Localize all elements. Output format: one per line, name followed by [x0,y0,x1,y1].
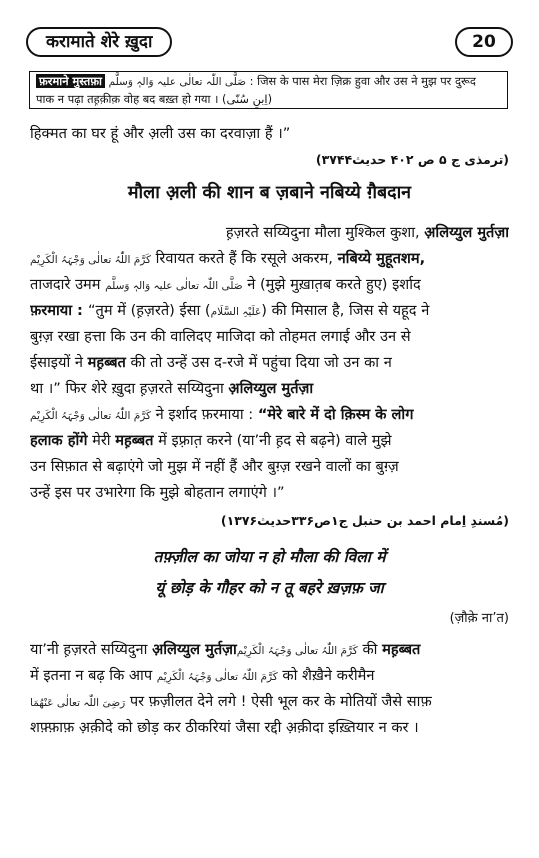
page-number: 20 [455,27,513,57]
para2-line-3: ताजदारे उमम صَلَّی اللّٰہ تعالٰی علیہ وَالہٖ وَسلَّم ने (मुझे मुख़ात़ब करते हुए) इर्शाद [30,276,421,293]
farmaan-box [29,71,508,109]
para2-line-8: کَرَّمَ اللّٰہُ تعالٰی وَجْہَہُ الْکَرِیْم ने इर्शाद फ़रमाया : “मेरे बारे में दो क़िस्म के लोग [30,406,414,423]
couplet-line-1: तफ़्ज़ील का जोया न हो मौला की विला में [153,548,386,566]
farmaan-text-2: पाक न पढ़ा तह़क़ीक़ वोह बद बख़्त हो गया । (اِبنِ سُنّی) [36,92,273,106]
para2-line-9: हलाक होंगे मेरी मह़ब्बत में इफ़्रात़ करने (या’नी ह़द से बढ़ने) वाले मुझे [30,432,392,449]
para2-line-7: था ।” फिर शेरे ख़ुदा ह़ज़रते सय्यिदुना अ़लिय्युल मुर्तज़ा [30,380,314,397]
para3-line-4: शफ़्फ़ाफ़ अ़क़ीदे को छोड़ कर ठीकरियां जैसा रद्दी अ़क़ीदा इख़्तियार न कर । [30,719,419,736]
para2-line-10: उन सिफ़ात से बढ़ाएंगे जो मुझ में नहीं हैं और बुग़्ज़ रखने वालों का बुग़्ज़ [30,458,399,475]
para2-line-5: बुग़्ज़ रखा हत्ता कि उन की वालिदए माजिदा को तोहमत लगाई और उन से [30,328,411,345]
para2-line-4: फ़रमाया : “तुम में (ह़ज़रते) ईसा (عَلَیْہِ السَّلَام) की मिसाल है, जिस से यहूद ने [30,302,430,319]
salla-phrase: صَلَّی اللّٰہ تعالٰی علیہ وَالہٖ وَسلَّم [108,76,247,88]
para2-line-1: ह़ज़रते सय्यिदुना मौला मुश्किल कुशा, अ़लिय्युल मुर्तज़ा [225,224,509,241]
para2-line-6: ईसाइयों ने मह़ब्बत की तो उन्हें उस द-रजे में पहुंचा दिया जो उन का न [30,354,392,371]
para2-line-11: उन्हें इस पर उभारेगा कि मुझे बोहतान लगाएंगे ।” [30,484,285,501]
book-title: करामाते शेरे ख़ुदा [26,27,172,57]
couplet-source: (ज़ौक़े ना’त) [449,611,509,626]
para1-line: हिक्मत का घर हूं और अ़ली उस का दरवाज़ा हैं ।” [30,125,291,142]
section-heading: मौला अ़ली की शान ब ज़बाने नबिय्ये ग़ैबदान [127,182,412,203]
couplet-line-2: यूं छोड़ के गौहर को न तू बहरे ख़ज़फ़ जा [155,579,384,597]
reference-musnad: (مُسندِ اِمام احمد بن حنبل ج۱ص۳۳۶حدیث۱۳۷۶) [220,513,509,528]
farmaan-text-1: : जिस के पास मेरा ज़िक्र हुवा और उस ने मुझ पर दुरूद [249,74,476,88]
para2-line-2: کَرَّمَ اللّٰہُ تعالٰی وَجْہَہُ الْکَرِیْم रिवायत करते हैं कि रसूले अकरम, नबिय्ये मुहूतशम, [30,250,426,267]
farmaan-label: फ़रमाने मुस्तफ़ा [36,74,105,88]
para3-line-1: या’नी ह़ज़रते सय्यिदुना अ़लिय्युल मुर्तज़ाکَرَّمَ اللّٰہُ تعالٰی وَجْہَہُ الْکَرِیْم की मह़ब्बत [30,641,421,658]
para3-line-3: رَضِیَ اللّٰہ تعالٰی عَنْھُمَا पर फ़ज़ीलत देने लगे ! ऐसी भूल कर के मोतियों जैसे साफ़ [30,693,432,710]
para3-line-2: में इतना न बढ़ कि आप کَرَّمَ اللّٰہُ تعالٰی وَجْہَہُ الْکَرِیْم को शैख़ैने करीमैन [30,667,375,684]
reference-tirmizi: (ترمذی ج ۵ ص ۴۰۲ حدیث۳۷۴۴) [315,152,509,167]
